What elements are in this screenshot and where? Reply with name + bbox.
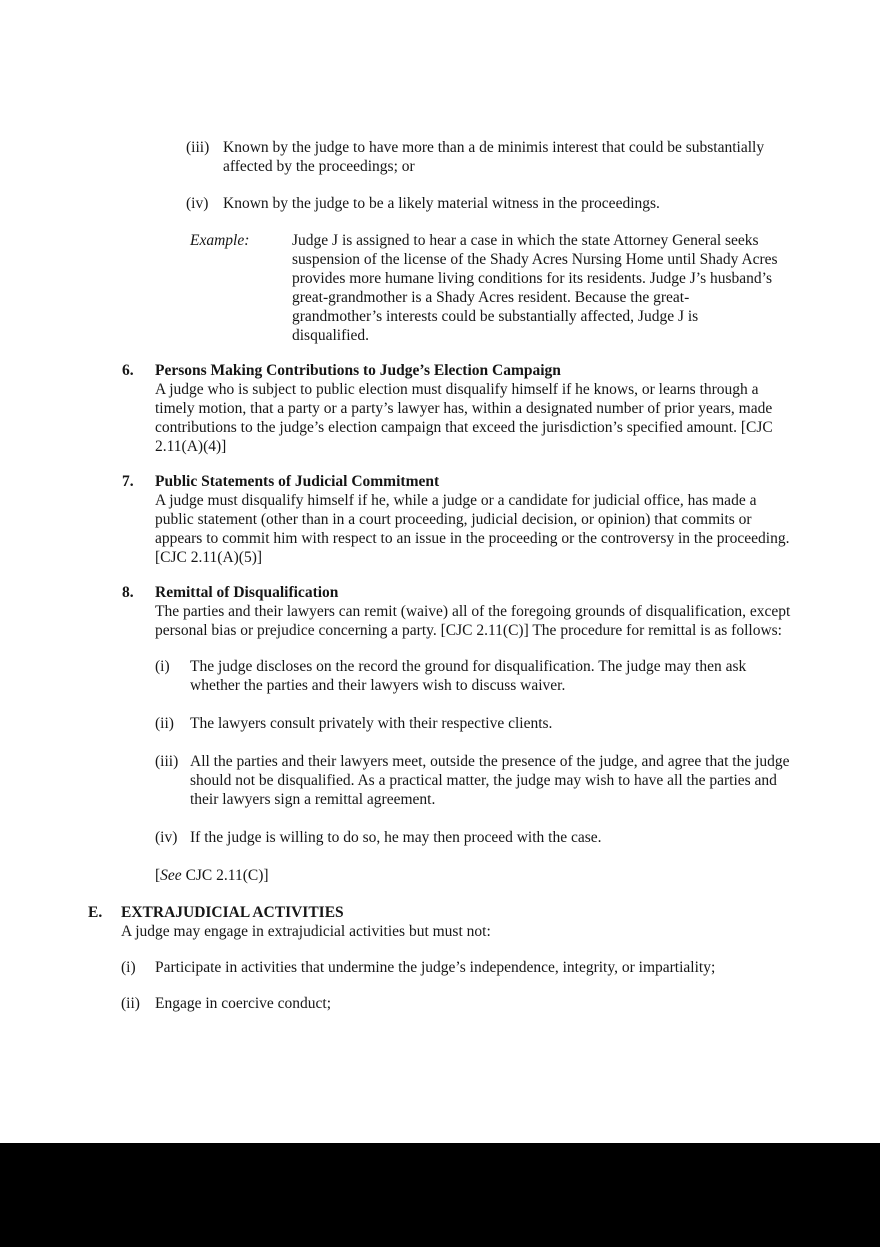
list-item-text: The judge discloses on the record the ground for disqualification. The judge may then ask whether the parties and their lawyers wish to discuss waiver. [190,658,747,694]
section-number: 7. [122,473,134,490]
page-content [0,138,880,1030]
list-item-iv-top [186,194,880,213]
remittal-step-iii [155,752,880,809]
section-heading: EXTRAJUDICIAL ACTIVITIES [121,904,344,921]
section-7 [122,472,880,567]
list-item-text: The lawyers consult privately with their respective clients. [190,715,553,732]
example-text: Judge J is assigned to hear a case in which the state Attorney General seeks suspension of the license of the Shady Acres Nursing Home until Shady Acres provides more humane living conditions for its residents. Judge J’s husband’s great-grandmother is a Shady Acres resident. Because the great-grandmother’s interests could be substantially affected, Judge J is disqualified. [292,232,778,344]
list-item-text: Known by the judge to be a likely material witness in the proceedings. [223,195,660,212]
section-heading: Public Statements of Judicial Commitment [155,473,440,490]
see-citation [155,866,880,885]
example-label: Example: [190,232,250,249]
section-paragraph: A judge must disqualify himself if he, while a judge or a candidate for judicial office, has made a public statement (other than in a court proceeding, judicial decision, or opinion) that commits or appears to commit him with respect to an issue in the proceeding or the controversy in the proceeding. [CJC 2.11(A)(5)] [155,492,790,566]
list-item-text: Participate in activities that undermine the judge’s independence, integrity, or impartiality; [155,959,716,976]
remittal-step-i [155,657,880,695]
citation-rest: CJC 2.11(C)] [181,867,269,884]
section-number: 8. [122,584,134,601]
list-marker: (i) [155,658,170,675]
remittal-step-ii [155,714,880,733]
list-item-text: If the judge is willing to do so, he may then proceed with the case. [190,829,602,846]
section-intro: A judge may engage in extrajudicial activities but must not: [121,923,491,940]
list-marker: (i) [121,959,136,976]
list-marker: (iii) [155,753,179,770]
bottom-black-bar [0,1143,880,1247]
example-block [190,231,880,345]
extrajudicial-item-i [121,958,880,977]
list-marker: (iii) [186,139,210,156]
section-8 [122,583,880,640]
section-heading: Persons Making Contributions to Judge’s Election Campaign [155,362,561,379]
section-e [88,903,880,941]
extrajudicial-item-ii [121,994,880,1013]
remittal-step-iv [155,828,880,847]
section-body [121,903,792,941]
list-marker: (iv) [155,829,178,846]
list-marker: (iv) [186,195,209,212]
list-marker: (ii) [155,715,174,732]
list-item-iii-top [186,138,880,176]
section-body [155,472,795,567]
section-paragraph: A judge who is subject to public election must disqualify himself if he knows, or learns through a timely motion, that a party or a party’s lawyer has, within a designated number of prior years, made contributions to the judge’s election campaign that exceed the jurisdiction’s specified amount. [CJC 2.11(A)(4)] [155,381,773,455]
list-item-text: All the parties and their lawyers meet, outside the presence of the judge, and agree that the judge should not be disqualified. As a practical matter, the judge may wish to have all the parties and their lawyers sign a remittal agreement. [190,753,790,808]
section-letter: E. [88,904,103,921]
list-item-text: Known by the judge to have more than a de minimis interest that could be substantially affected by the proceedings; or [223,139,765,175]
bracket: [ [155,867,161,884]
list-marker: (ii) [121,995,140,1012]
section-paragraph: The parties and their lawyers can remit (waive) all of the foregoing grounds of disqualification, except personal bias or prejudice concerning a party. [CJC 2.11(C)] The procedure for remittal is as follows: [155,603,791,639]
list-item-text: Engage in coercive conduct; [155,995,332,1012]
section-heading: Remittal of Disqualification [155,584,339,601]
section-body [155,361,795,456]
section-body [155,583,795,640]
section-number: 6. [122,362,134,379]
section-6 [122,361,880,456]
see-word: See [160,867,182,884]
